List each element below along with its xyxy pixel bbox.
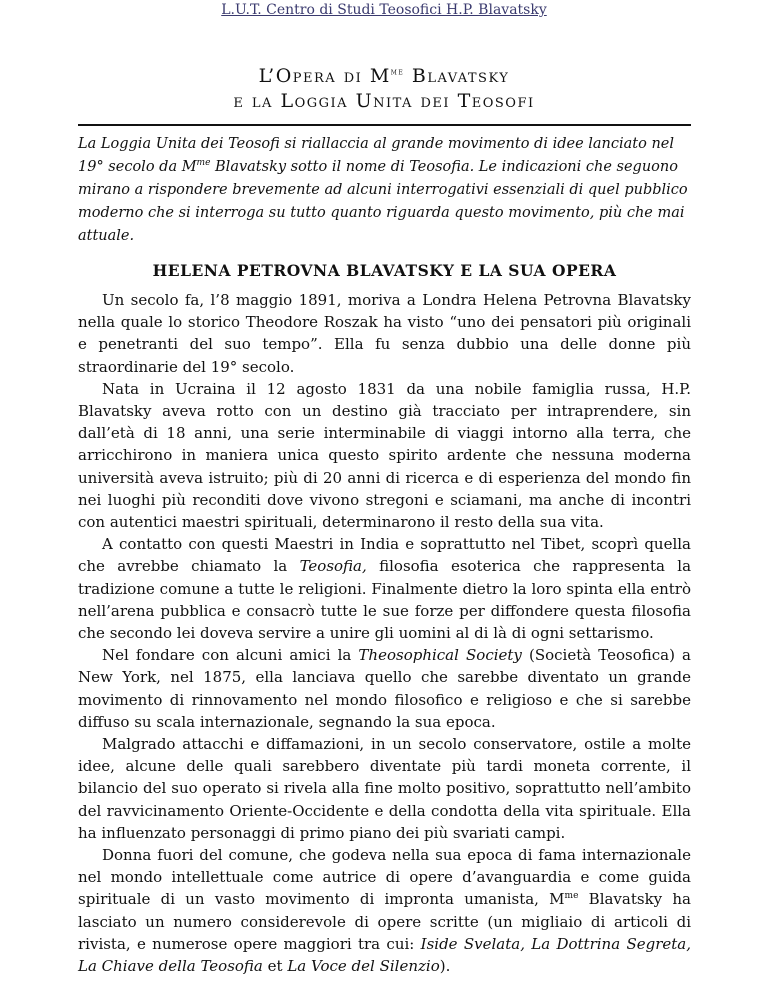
header-link[interactable]: L.U.T. Centro di Studi Teosofici H.P. Blavatsky	[221, 2, 547, 18]
article-body	[78, 289, 691, 977]
paragraph-1: Un secolo fa, l’8 maggio 1891, moriva a Londra Helena Petrovna Blavatsky nella quale lo storico Theodore Roszak ha visto “uno dei pensatori più originali e penetranti del suo tempo”. Ella fu senza dubbio una delle donne più straordinarie del 19° secolo.	[78, 291, 691, 376]
emphasis-title-voce: La Voce del Silenzio	[287, 957, 440, 976]
intro-text: La Loggia Unita dei Teosofi si riallaccia al grande movimento di idee lanciato nel 19° secolo da M	[78, 136, 675, 175]
text-run: (Società Teosofica) a New York, nel 1875, ella lanciava quello che sarebbe diventato un grande movimento di rinnovamento nel mondo filosofico e religioso e che si sarebbe diffuso su scala internazionale, segnando la sua epoca.	[78, 646, 691, 731]
intro-paragraph	[78, 133, 691, 248]
page-title	[0, 64, 768, 114]
emphasis-teosofia: Teosofia,	[299, 557, 367, 576]
paragraph-6	[78, 844, 691, 977]
paragraph-4	[78, 644, 691, 733]
text-run: et	[262, 957, 288, 976]
title-line-1	[0, 64, 768, 89]
divider	[78, 124, 691, 126]
text-run: ).	[439, 957, 451, 976]
text-run: Nel fondare con alcuni amici la	[102, 646, 359, 665]
superscript: me	[564, 891, 579, 902]
title-line-2: e la Loggia Unita dei Teosofi	[233, 90, 535, 112]
paragraph-3	[78, 533, 691, 644]
title-part: L’Opera di M	[258, 65, 391, 87]
section-heading: HELENA PETROVNA BLAVATSKY E LA SUA OPERA	[152, 261, 617, 280]
text-run: Blavatsky ha lasciato un numero considerevole di opere scritte (un migliaio di articoli di rivista, e numerose opere maggiori tra cui:	[78, 890, 691, 953]
paragraph-5: Malgrado attacchi e diffamazioni, in un secolo conservatore, ostile a molte idee, alcune delle quali sarebbero diventate più tardi moneta corrente, il bilancio del suo operato si rivela alla fine molto positivo, soprattutto nell’ambito del ravvicinamento Oriente-Occidente e della condotta della vita spirituale. Ella ha influenzato personaggi di primo piano dei più svariati campi.	[78, 735, 691, 842]
intro-text: Blavatsky sotto il nome di Teosofia. Le indicazioni che seguono mirano a rispondere brevemente ad alcuni interrogativi essenziali di quel pubblico moderno che si interroga su tutto quanto riguarda questo movimento, più che mai attuale.	[78, 159, 688, 244]
title-part: Blavatsky	[404, 65, 510, 87]
text-run: filosofia esoterica che rappresenta la tradizione comune a tutte le religioni. Finalmente dietro la loro spinta ella entrò nell’arena pubblica e consacrò tutte le sue forze per diffondere questa filosofia che secondo lei doveva servire a unire gli uomini al di là di ogni settarismo.	[78, 557, 692, 643]
text-run: A contatto con questi Maestri in India e soprattutto nel Tibet, scoprì quella che avrebbe chiamato la	[78, 535, 691, 576]
paragraph-2: Nata in Ucraina il 12 agosto 1831 da una nobile famiglia russa, H.P. Blavatsky aveva rotto con un destino già tracciato per intraprendere, sin dall’età di 18 anni, una serie interminabile di viaggi intorno alla terra, che arricchirono in maniera unica questo spirito ardente che nessuna moderna università aveva istruito; più di 20 anni di ricerca e di esperienza del mondo fin nei luoghi più reconditi dove vivono stregoni e sciamani, ma anche di incontri con autentici maestri spirituali, determinarono il resto della sua vita.	[78, 379, 691, 532]
text-run: Donna fuori del comune, che godeva nella sua epoca di fama internazionale nel mondo intellettuale come autrice di opere d’avanguardia e come guida spirituale di un vasto movimento di impronta umanista, M	[78, 846, 691, 909]
title-superscript: me	[390, 67, 405, 78]
intro-superscript: me	[196, 158, 211, 169]
emphasis-society: Theosophical Society	[358, 646, 522, 665]
emphasis-titles: Iside Svelata, La Dottrina Segreta, La Chiave della Teosofia	[78, 934, 691, 976]
